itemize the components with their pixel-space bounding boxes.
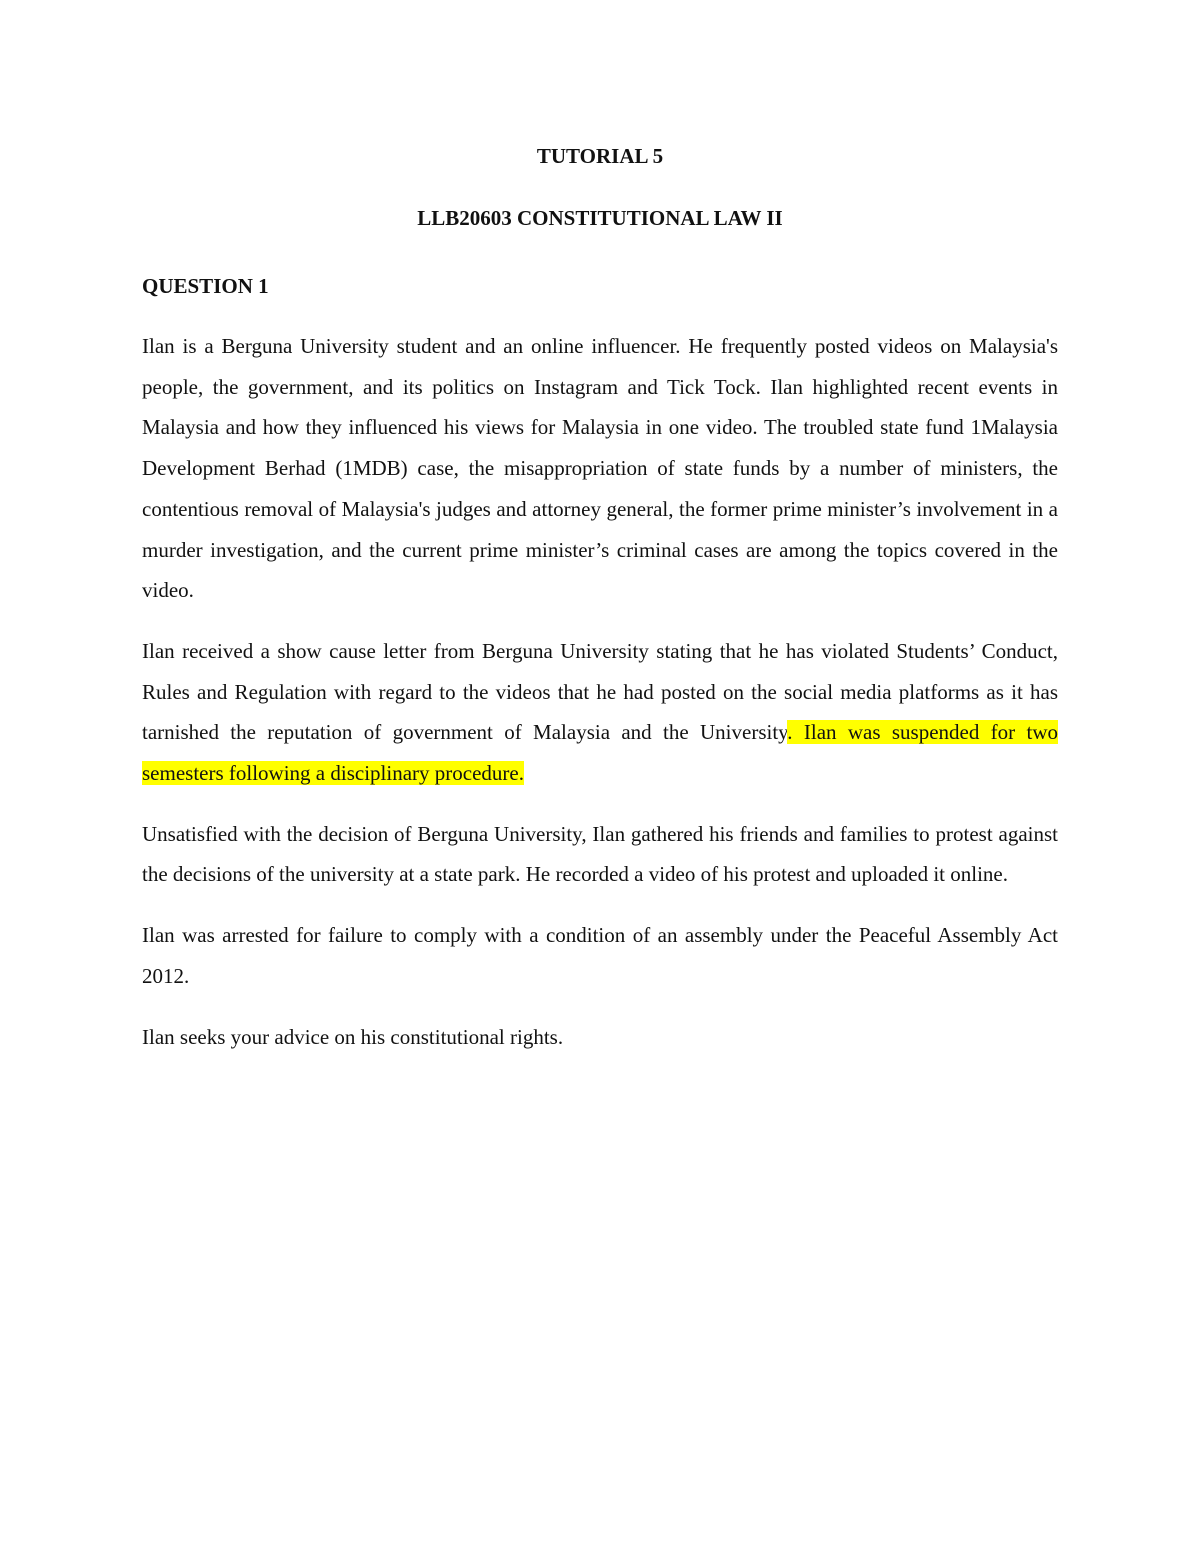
course-title: LLB20603 CONSTITUTIONAL LAW II bbox=[417, 206, 783, 230]
question-heading: QUESTION 1 bbox=[142, 274, 269, 298]
highlighted-suspension-text: . Ilan was suspended for two semesters following a disciplinary procedure. bbox=[142, 720, 1058, 786]
paragraph-protest: Unsatisfied with the decision of Berguna University, Ilan gathered his friends and families to protest against the decisions of the university at a state park. He recorded a video of his protest and uploaded it online. bbox=[142, 821, 1058, 887]
paragraph-advice: Ilan seeks your advice on his constitutional rights. bbox=[142, 1024, 564, 1049]
paragraph-show-cause bbox=[142, 631, 1058, 794]
paragraph-facts: Ilan is a Berguna University student and an online influencer. He frequently posted videos on Malaysia's people, the government, and its politics on Instagram and Tick Tock. Ilan highlighted recent events in Malaysia and how they influenced his views for Malaysia in one video. The troubled state fund 1Malaysia Development Berhad (1MDB) case, the misappropriation of state funds by a number of ministers, the contentious removal of Malaysia's judges and attorney general, the former prime minister’s involvement in a murder investigation, and the current prime minister’s criminal cases are among the topics covered in the video. bbox=[142, 334, 1058, 603]
show-cause-text: Ilan received a show cause letter from Berguna University stating that he has violated Students’ Conduct, Rules and Regulation with regard to the videos that he had posted on the social media platforms as it has tarnished the reputation of government of Malaysia and the University bbox=[142, 638, 1058, 745]
document-body bbox=[142, 138, 1058, 1077]
paragraph-arrest: Ilan was arrested for failure to comply with a condition of an assembly under the Peaceful Assembly Act 2012. bbox=[142, 923, 1058, 988]
document-title: TUTORIAL 5 bbox=[536, 144, 664, 168]
